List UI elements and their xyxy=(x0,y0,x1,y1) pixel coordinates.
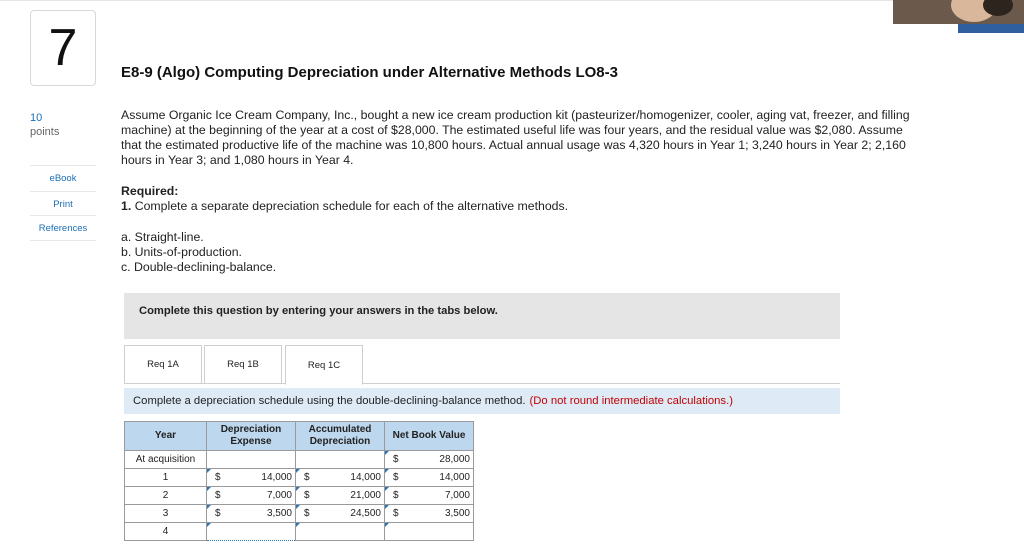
instruction-text: Complete a depreciation schedule using the double-declining-balance method. xyxy=(133,395,526,407)
nbv-value: 14,000 xyxy=(439,472,470,483)
header-year: Year xyxy=(125,422,207,451)
tab-divider xyxy=(124,383,840,384)
expense-input[interactable] xyxy=(207,523,296,541)
currency-sign: $ xyxy=(304,508,310,519)
tab-req-1c[interactable]: Req 1C xyxy=(285,345,363,385)
nbv-input[interactable] xyxy=(385,487,474,505)
expense-value: 14,000 xyxy=(261,472,292,483)
nbv-value: 7,000 xyxy=(444,490,470,501)
accumulated-input[interactable] xyxy=(296,469,385,487)
tab-req-1a[interactable]: Req 1A xyxy=(124,345,202,383)
table-row xyxy=(125,469,474,487)
accumulated-input[interactable] xyxy=(296,523,385,541)
year-cell: At acquisition xyxy=(125,451,207,469)
webcam-bar xyxy=(958,24,1024,33)
table-row xyxy=(125,523,474,541)
required-item-1 xyxy=(121,199,568,213)
nbv-input[interactable] xyxy=(385,451,474,469)
currency-sign: $ xyxy=(215,490,221,501)
header-nbv: Net Book Value xyxy=(385,422,474,451)
currency-sign: $ xyxy=(215,508,221,519)
table-row xyxy=(125,451,474,469)
option-c: c. Double-declining-balance. xyxy=(121,260,277,274)
required-text: Complete a separate depreciation schedule for each of the alternative methods. xyxy=(134,199,569,213)
accumulated-value: 14,000 xyxy=(350,472,381,483)
year-cell: 1 xyxy=(125,469,207,487)
table-header-row xyxy=(125,422,474,451)
instruction-note: (Do not round intermediate calculations.) xyxy=(529,395,733,407)
currency-sign: $ xyxy=(304,472,310,483)
question-number: 7 xyxy=(30,10,96,86)
required-heading: Required: xyxy=(121,184,179,198)
required-number: 1. xyxy=(121,199,132,213)
accumulated-cell xyxy=(296,451,385,469)
expense-input[interactable] xyxy=(207,487,296,505)
depreciation-schedule-table xyxy=(124,421,474,541)
sidebar-item-references[interactable]: References xyxy=(30,215,96,241)
currency-sign: $ xyxy=(215,472,221,483)
webcam-thumbnail xyxy=(893,0,1024,24)
tabs-banner-text: Complete this question by entering your answers in the tabs below. xyxy=(139,305,498,317)
table-row xyxy=(125,505,474,523)
top-divider xyxy=(0,0,1024,1)
expense-value: 7,000 xyxy=(266,490,292,501)
accumulated-value: 24,500 xyxy=(350,508,381,519)
currency-sign: $ xyxy=(393,454,399,465)
problem-title: E8-9 (Algo) Computing Depreciation under Alternative Methods LO8-3 xyxy=(121,64,618,81)
nbv-input[interactable] xyxy=(385,523,474,541)
problem-paragraph: Assume Organic Ice Cream Company, Inc., bought a new ice cream production kit (pasteurizer/homogenizer, cooler, aging vat, freezer, and filling machine) at the beginning of the year at a cost of $28,000. The estimated useful life was four years, and the residual value was $2,080. Assume that the estimated productive life of the machine was 10,800 hours. Actual annual usage was 4,320 hours in Year 1; 3,240 hours in Year 2; 2,160 hours in Year 3; and 1,080 hours in Year 4. xyxy=(121,108,910,167)
accumulated-input[interactable] xyxy=(296,487,385,505)
header-expense: Depreciation Expense xyxy=(207,422,296,451)
nbv-input[interactable] xyxy=(385,469,474,487)
expense-input[interactable] xyxy=(207,505,296,523)
year-cell: 2 xyxy=(125,487,207,505)
expense-input[interactable] xyxy=(207,469,296,487)
currency-sign: $ xyxy=(393,490,399,501)
currency-sign: $ xyxy=(393,472,399,483)
currency-sign: $ xyxy=(393,508,399,519)
table-row xyxy=(125,487,474,505)
header-accumulated: Accumulated Depreciation xyxy=(296,422,385,451)
sidebar-item-ebook[interactable]: eBook xyxy=(30,165,96,190)
tab-req-1b[interactable]: Req 1B xyxy=(204,345,282,383)
sidebar-item-print[interactable]: Print xyxy=(30,191,96,216)
expense-value: 3,500 xyxy=(266,508,292,519)
points-value: 10 xyxy=(30,112,43,124)
year-cell: 3 xyxy=(125,505,207,523)
option-b: b. Units-of-production. xyxy=(121,245,242,259)
nbv-value: 28,000 xyxy=(439,454,470,465)
year-cell: 4 xyxy=(125,523,207,541)
option-a: a. Straight-line. xyxy=(121,230,204,244)
nbv-value: 3,500 xyxy=(444,508,470,519)
currency-sign: $ xyxy=(304,490,310,501)
expense-cell xyxy=(207,451,296,469)
points-label: points xyxy=(30,126,60,138)
accumulated-value: 21,000 xyxy=(350,490,381,501)
instruction-bar xyxy=(124,388,840,414)
nbv-input[interactable] xyxy=(385,505,474,523)
accumulated-input[interactable] xyxy=(296,505,385,523)
